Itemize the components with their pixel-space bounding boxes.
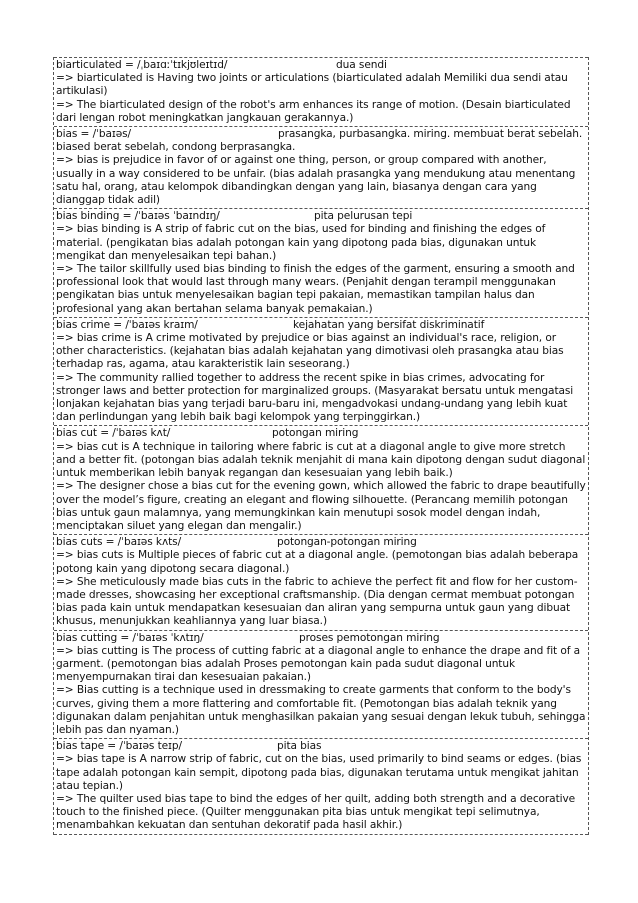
term-pronunciation: bias binding = /ˈbaɪəs ˈbaɪndɪŋ/ — [56, 210, 220, 223]
translation: prasangka, purbasangka. miring. membuat berat sebelah. biased berat sebelah, condong berprasangka. — [56, 128, 583, 154]
term-pronunciation: bias cuts = /ˈbaɪəs kʌts/ — [56, 536, 182, 549]
entry-header — [56, 427, 586, 440]
example-line: => Bias cutting is a technique used in dressmaking to create garments that conform to the body's curves, giving them a more flattering and comfortable fit. (Pemotongan bias adalah teknik yang digunakan dalam penjahitan untuk menghasilkan pakaian yang sesuai dengan lekuk tubuh, sehingga lebih pas dan nyaman.) — [56, 684, 586, 736]
entry-bias — [54, 126, 588, 208]
entry-header — [56, 632, 586, 645]
term-pronunciation: bias cutting = /ˈbaɪəs ˈkʌtɪŋ/ — [56, 631, 204, 644]
entry-header — [56, 128, 586, 154]
entry-bias-crime — [54, 317, 588, 426]
example-line: => The biarticulated design of the robot's arm enhances its range of motion. (Desain biarticulated dari lengan robot meningkatkan jangkauan gerakannya.) — [56, 98, 571, 124]
definition-line: => bias cuts is Multiple pieces of fabric cut at a diagonal angle. (pemotongan bias adalah beberapa potong kain yang dipotong secara diagonal.) — [56, 549, 579, 575]
definition-line: => bias cutting is The process of cutting fabric at a diagonal angle to enhance the drape and fit of a garment. (pemotongan bias adalah Proses pemotongan kain pada sudut diagonal untuk menyempurnakan tirai dan kesesuaian pakaian.) — [56, 644, 581, 684]
entry-header — [56, 536, 586, 549]
example-line: => The tailor skillfully used bias binding to finish the edges of the garment, ensuring a smooth and professional look that would last through many wears. (Penjahit dengan terampil menggunakan pengikatan bias untuk menyelesaikan bagian tepi pakaian, memastikan tampilan halus dan profesional yang akan bertahan selama banyak pemakaian.) — [56, 263, 575, 315]
term-pronunciation: bias crime = /ˈbaɪəs kraɪm/ — [56, 318, 198, 331]
term-pronunciation: bias tape = /ˈbaɪəs teɪp/ — [56, 740, 182, 753]
definition-line: => bias crime is A crime motivated by prejudice or bias against an individual's race, religion, or other characteristics. (kejahatan bias adalah kejahatan yang dimotivasi oleh prasangka atau bias terhadap ras, agama, atau karakteristik lain seseorang.) — [56, 332, 564, 371]
definition-line: => bias cut is A technique in tailoring where fabric is cut at a diagonal angle to give more stretch and a better fit. (potongan bias adalah teknik menjahit di mana kain dipotong dengan sudut diagonal untuk memberikan lebih banyak regangan dan kesesuaian yang lebih baik.) — [56, 440, 586, 480]
entry-header — [56, 210, 586, 223]
example-line: => She meticulously made bias cuts in the fabric to achieve the perfect fit and flow for her custom-made dresses, showcasing her exceptional craftsmanship. (Dia dengan cermat membuat potongan bias pada kain untuk mendapatkan kesesuaian dan aliran yang sempurna untuk gaun yang dibuat khusus, menunjukkan keahliannya yang luar biasa.) — [56, 575, 578, 628]
definition-line: => bias is prejudice in favor of or against one thing, person, or group compared with another, usually in a way considered to be unfair. (bias adalah prasangka yang mendukung atau menentang satu hal, orang, atau kelompok dibandingkan dengan yang lain, biasanya dengan cara yang dianggap tidak adil) — [56, 154, 576, 207]
definition-line: => biarticulated is Having two joints or articulations (biarticulated adalah Memiliki dua sendi atau artikulasi) — [56, 72, 568, 98]
translation: proses pemotongan miring — [299, 631, 440, 644]
definition-line: => bias tape is A narrow strip of fabric, cut on the bias, used primarily to bind seams or edges. (bias tape adalah potongan kain sempit, dipotong pada bias, digunakan terutama untuk mengikat jahitan atau tepian.) — [56, 753, 582, 792]
entry-biarticulated — [54, 57, 588, 126]
translation: pita pelurusan tepi — [314, 210, 413, 223]
definition-line: => bias binding is A strip of fabric cut on the bias, used for binding and finishing the edges of material. (pengikatan bias adalah potongan kain yang dipotong pada bias, digunakan untuk mengikat dan menyelesaikan tepi bahan.) — [56, 223, 546, 262]
entry-bias-cutting — [54, 630, 588, 739]
entry-bias-binding — [54, 208, 588, 317]
translation: pita bias — [277, 740, 322, 753]
translation: kejahatan yang bersifat diskriminatif — [293, 318, 485, 331]
entry-bias-tape — [54, 738, 588, 834]
entry-header — [56, 319, 586, 332]
term-pronunciation: biarticulated = /ˌbaɪɑːˈtɪkjʊleɪtɪd/ — [56, 59, 228, 71]
translation: potongan-potongan miring — [277, 536, 417, 549]
glossary-sheet — [53, 57, 589, 835]
translation: potongan miring — [272, 427, 359, 440]
example-line: => The designer chose a bias cut for the evening gown, which allowed the fabric to drape beautifully over the model’s figure, creating an elegant and flowing silhouette. (Perancang memilih potongan bias untuk gaun malamnya, yang memungkinkan kain menutupi sosok model dengan indah, menciptakan siluet yang elegan dan mengalir.) — [56, 480, 586, 532]
example-line: => The quilter used bias tape to bind the edges of her quilt, adding both strength and a decorative touch to the finished piece. (Quilter menggunakan pita bias untuk mengikat tepi selimutnya, menambahkan kekuatan dan sentuhan dekoratif pada hasil akhir.) — [56, 792, 576, 832]
example-line: => The community rallied together to address the recent spike in bias crimes, advocating for stronger laws and better protection for marginalized groups. (Masyarakat bersatu untuk mengatasi lonjakan kejahatan bias yang terjadi baru-baru ini, mengadvokasi undang-undang yang lebih kuat dan perlindungan yang lebih baik bagi kelompok yang terpinggirkan.) — [56, 371, 574, 424]
term-pronunciation: bias cut = /ˈbaɪəs kʌt/ — [56, 427, 171, 440]
term-pronunciation: bias = /ˈbaɪəs/ — [56, 128, 132, 141]
entry-header — [56, 740, 586, 753]
entry-header — [56, 59, 586, 72]
entry-bias-cuts — [54, 534, 588, 629]
translation: dua sendi — [336, 59, 387, 71]
entry-bias-cut — [54, 425, 588, 534]
